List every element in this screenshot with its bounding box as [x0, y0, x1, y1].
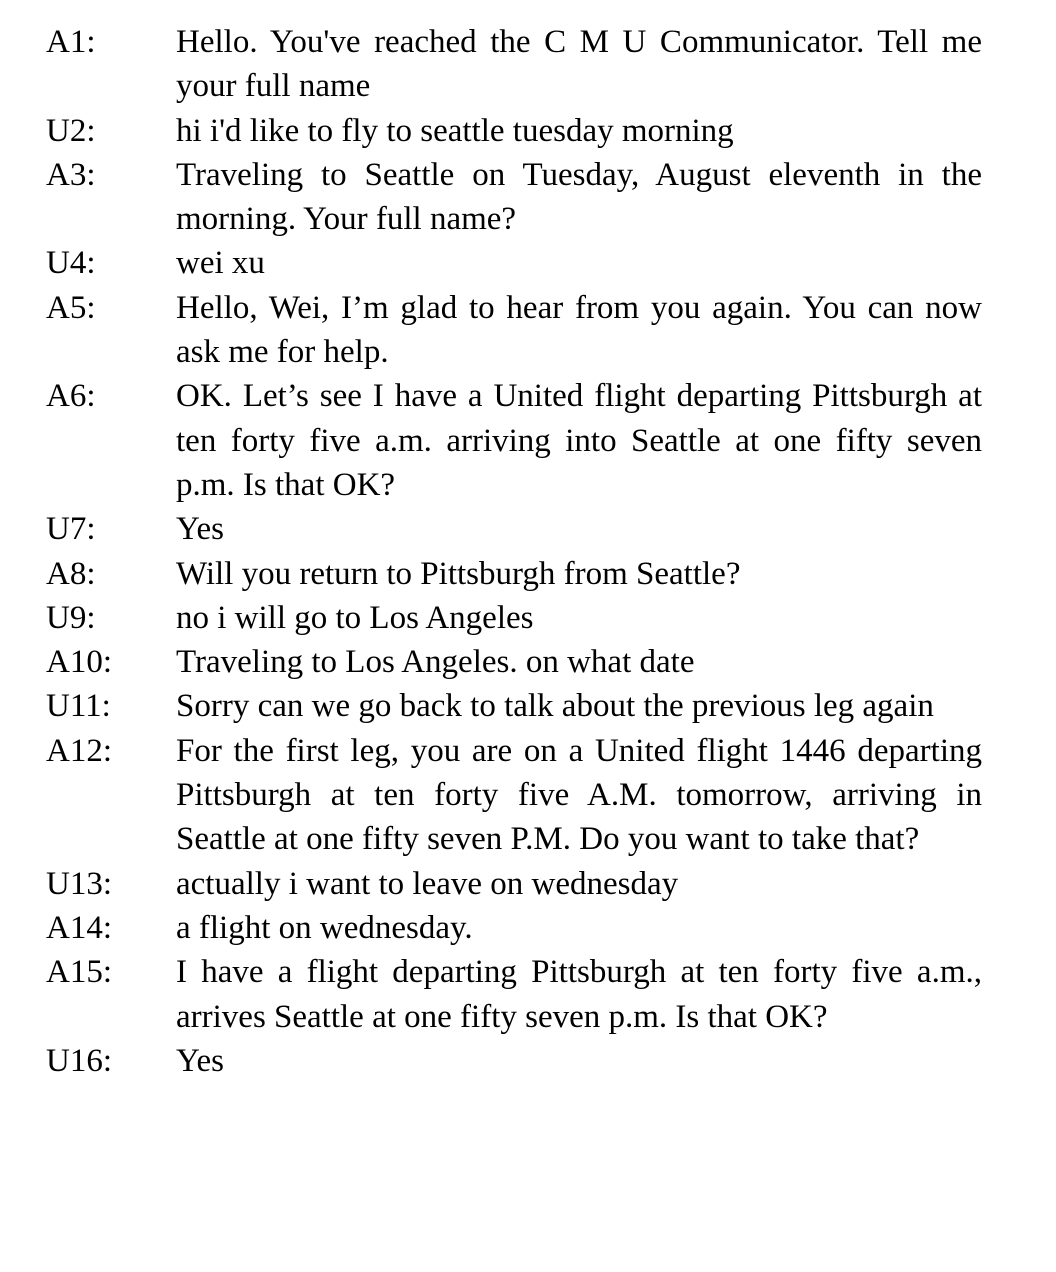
- speaker-label: U7:: [46, 511, 96, 548]
- dialogue-turn-a12: [0, 729, 1056, 862]
- speaker-label: A12:: [46, 732, 112, 769]
- utterance-text: Traveling to Los Angeles. on what date: [176, 644, 695, 681]
- utterance-text: Yes: [176, 511, 225, 548]
- dialogue-turn-a3: [0, 153, 1056, 242]
- speaker-label: U2:: [46, 112, 96, 149]
- speaker-label: A15:: [46, 954, 112, 991]
- speaker-label: A6:: [46, 378, 96, 415]
- utterance-text: Yes: [176, 1042, 225, 1079]
- utterance-text: hi i'd like to fly to seattle tuesday morning: [176, 112, 734, 149]
- utterance-text: a flight on wednesday.: [176, 909, 473, 946]
- speaker-label: A14:: [46, 909, 112, 946]
- utterance-text: Hello. You've reached the C M U Communicator. Tell me your full name: [176, 24, 982, 105]
- speaker-label: A3:: [46, 156, 96, 193]
- dialogue-turn-a6: [0, 374, 1056, 507]
- utterance-text: Will you return to Pittsburgh from Seattle?: [176, 555, 741, 592]
- utterance-text: Traveling to Seattle on Tuesday, August eleventh in the morning. Your full name?: [176, 156, 982, 238]
- dialogue-turn-a1: [0, 20, 1056, 109]
- utterance-text: I have a flight departing Pittsburgh at ten forty five a.m., arrives Seattle at one fifty seven p.m. Is that OK?: [176, 954, 982, 1035]
- dialogue-turn-u11: [0, 684, 1056, 728]
- utterance-text: wei xu: [176, 245, 265, 282]
- dialogue-turn-a8: [0, 552, 1056, 596]
- dialogue-turn-u4: [0, 241, 1056, 285]
- dialogue-transcript: [0, 20, 1056, 1083]
- speaker-label: U13:: [46, 865, 112, 902]
- utterance-text: For the first leg, you are on a United flight 1446 departing Pittsburgh at ten forty five A.M. tomorrow, arriving in Seattle at one fifty seven P.M. Do you want to take that?: [176, 732, 982, 858]
- speaker-label: U11:: [46, 688, 111, 725]
- dialogue-turn-u9: [0, 596, 1056, 640]
- utterance-text: Hello, Wei, I’m glad to hear from you again. You can now ask me for help.: [176, 289, 982, 371]
- speaker-label: A1:: [46, 24, 96, 60]
- speaker-label: A8:: [46, 555, 96, 592]
- utterance-text: OK. Let’s see I have a United flight departing Pittsburgh at ten forty five a.m. arriving into Seattle at one fifty seven p.m. Is that OK?: [176, 378, 982, 503]
- dialogue-turn-u2: [0, 109, 1056, 153]
- dialogue-turn-u16: [0, 1039, 1056, 1083]
- speaker-label: U16:: [46, 1042, 112, 1079]
- dialogue-turn-a15: [0, 950, 1056, 1039]
- dialogue-turn-a14: [0, 906, 1056, 950]
- speaker-label: U9:: [46, 599, 96, 636]
- dialogue-turn-a10: [0, 640, 1056, 684]
- speaker-label: U4:: [46, 245, 96, 282]
- dialogue-turn-u13: [0, 862, 1056, 906]
- utterance-text: Sorry can we go back to talk about the previous leg again: [176, 688, 934, 725]
- dialogue-turn-u7: [0, 507, 1056, 551]
- speaker-label: A5:: [46, 289, 96, 326]
- utterance-text: actually i want to leave on wednesday: [176, 865, 679, 902]
- utterance-text: no i will go to Los Angeles: [176, 599, 534, 636]
- speaker-label: A10:: [46, 644, 112, 681]
- dialogue-turn-a5: [0, 286, 1056, 375]
